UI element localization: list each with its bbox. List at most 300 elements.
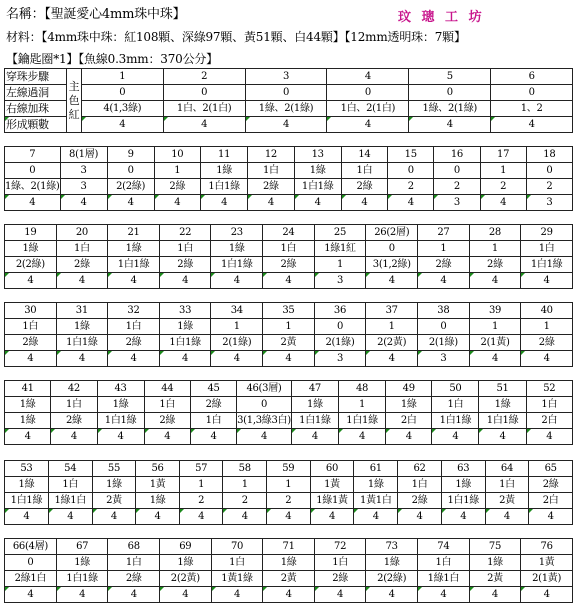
left-through-cell: 1綠 [469,555,520,571]
left-through-cell: 1白 [432,397,479,413]
left-through-cell: 1 [263,319,315,335]
right-add-cell: 2 [388,179,434,195]
left-through-cell: 0 [409,85,491,101]
step-table [4,68,573,133]
bead-count-cell: 4 [108,273,160,289]
bead-count-cell: 4 [432,429,479,445]
bead-count-cell: 3 [434,195,480,211]
right-add-cell: 1白1綠 [291,413,338,429]
right-add-cell: 1白1綠 [338,413,385,429]
right-add-cell: 2(1綠) [418,335,470,351]
right-add-cell: 2綠 [108,335,160,351]
left-through-cell: 1白 [144,397,190,413]
right-add-cell: 2 [480,179,526,195]
bead-count-cell: 4 [327,117,409,133]
left-through-cell: 1綠 [108,241,160,257]
left-through-cell: 1綠 [56,555,108,571]
right-add-cell: 2綠1白 [5,571,57,587]
step-number-cell: 7 [5,147,61,163]
bead-count-cell: 4 [56,587,108,603]
right-add-cell: 2綠 [51,413,97,429]
step-number-cell: 14 [341,147,387,163]
left-through-cell: 2綠 [190,397,236,413]
table-row [5,195,573,211]
step-number-cell: 45 [190,381,236,397]
table-row [5,117,573,133]
bead-count-cell: 4 [179,509,223,525]
bead-count-cell: 4 [107,195,154,211]
step-number-cell: 5 [409,69,491,85]
bead-count-cell: 4 [56,351,108,367]
bead-count-cell: 4 [163,117,245,133]
bead-count-cell: 4 [263,351,315,367]
step-number-cell: 19 [5,225,57,241]
left-through-cell: 1 [521,319,573,335]
step-number-cell: 70 [211,539,263,555]
pattern-title: 名稱：【聖誕愛心4mm珠中珠】 [6,7,186,22]
bead-count-cell: 4 [341,195,387,211]
left-through-cell: 0 [5,555,57,571]
right-add-cell: 2綠 [418,257,470,273]
right-add-cell: 1綠、2(1綠) [245,101,327,117]
bead-count-cell: 4 [190,429,236,445]
right-add-cell: 1白、2(1白) [327,101,409,117]
bead-count-cell: 4 [263,273,315,289]
step-number-cell: 41 [5,381,51,397]
right-add-cell: 1白、2(1白) [163,101,245,117]
bead-count-cell: 4 [485,509,529,525]
right-add-cell: 2綠 [398,493,442,509]
right-add-cell: 2綠 [341,179,387,195]
left-through-cell: 1 [211,319,263,335]
step-number-cell: 75 [469,539,520,555]
right-add-cell: 2 [267,493,311,509]
left-through-cell: 0 [107,163,154,179]
left-through-cell: 1白 [398,477,442,493]
left-through-cell: 0 [81,85,163,101]
bead-count-cell: 4 [388,195,434,211]
bead-count-cell: 4 [144,429,190,445]
left-through-cell: 1黃 [136,477,180,493]
main-color-label: 主色紅 [66,69,81,133]
table-row [5,413,573,429]
step-number-cell: 23 [211,225,263,241]
left-through-cell: 1綠1紅 [314,241,366,257]
step-number-cell: 3 [245,69,327,85]
right-add-cell: 1白1綠 [97,413,144,429]
document-header [0,0,573,72]
step-table [4,146,573,211]
step-number-cell: 36 [314,303,366,319]
right-add-cell: 1白1綠 [5,493,49,509]
step-number-cell: 50 [432,381,479,397]
table-row [5,477,573,493]
left-through-cell: 1白 [248,163,294,179]
left-through-cell: 0 [526,163,572,179]
left-through-cell: 1綠 [201,163,248,179]
step-number-cell: 11 [201,147,248,163]
step-number-cell: 56 [136,461,180,477]
step-number-cell: 67 [56,539,108,555]
bead-count-cell: 4 [521,587,573,603]
bead-count-cell: 4 [479,429,526,445]
step-number-cell: 4 [327,69,409,85]
step-number-cell: 60 [310,461,354,477]
left-through-cell: 1綠 [366,555,418,571]
left-through-cell: 0 [327,85,409,101]
bead-count-cell: 4 [267,509,311,525]
right-add-cell: 3(1,2綠) [366,257,418,273]
bead-count-cell: 4 [469,351,521,367]
bead-count-cell: 4 [418,273,470,289]
left-through-cell: 1綠 [294,163,341,179]
step-number-cell: 22 [159,225,211,241]
bead-count-cell: 4 [310,509,354,525]
left-through-cell: 1綠 [354,477,398,493]
left-through-cell: 1綠 [386,397,432,413]
right-add-cell: 2綠 [314,571,365,587]
step-block [4,224,573,289]
bead-count-cell: 4 [5,195,61,211]
step-number-cell: 54 [48,461,92,477]
step-number-cell: 34 [211,303,263,319]
bead-count-cell: 4 [366,587,418,603]
bead-count-cell: 4 [469,587,520,603]
right-add-cell: 1白1綠 [159,335,211,351]
left-through-cell: 1 [418,241,470,257]
step-block [4,146,573,211]
right-add-cell: 2(2黃) [366,335,418,351]
bead-count-cell: 4 [491,117,573,133]
right-add-cell: 2(1綠) [314,335,366,351]
step-block [4,460,573,525]
table-row [5,335,573,351]
left-through-cell: 1白 [341,163,387,179]
right-add-cell: 1綠1黃 [310,493,354,509]
bead-count-cell: 4 [291,429,338,445]
right-add-cell: 1白1綠 [432,413,479,429]
step-number-cell: 38 [418,303,470,319]
step-number-cell: 12 [248,147,294,163]
bead-count-cell: 4 [366,273,418,289]
step-number-cell: 31 [56,303,108,319]
table-row [5,539,573,555]
bead-count-cell: 4 [441,509,485,525]
right-add-cell: 2黃 [469,571,520,587]
left-through-cell: 1白 [108,555,159,571]
step-number-cell: 30 [5,303,57,319]
right-add-cell: 1綠 [136,493,180,509]
left-through-cell: 0 [366,241,418,257]
bead-count-cell: 4 [97,429,144,445]
step-number-cell: 27 [418,225,470,241]
right-add-cell: 2 [179,493,223,509]
right-add-cell: 2(2黃) [159,571,211,587]
left-through-cell: 1白 [108,319,160,335]
right-add-cell: 1黃1綠 [211,571,263,587]
bead-count-cell: 4 [51,429,97,445]
bead-count-cell: 4 [5,351,57,367]
step-number-cell: 43 [97,381,144,397]
left-through-cell: 1綠 [97,397,144,413]
left-through-cell: 2綠 [529,477,573,493]
step-number-cell: 44 [144,381,190,397]
step-number-cell: 9 [107,147,154,163]
bead-count-cell: 4 [409,117,491,133]
step-block [4,68,573,133]
bead-count-cell: 4 [263,587,314,603]
bead-count-cell: 4 [294,195,341,211]
bead-count-cell: 4 [5,429,51,445]
bead-count-cell: 4 [92,509,136,525]
left-through-cell: 1綠 [479,397,526,413]
left-through-cell: 1 [179,477,223,493]
materials-line: 材料：【4mm珠中珠：紅108顆、深綠97顆、黃51顆、白44顆】【12mm透明珠：7顆】 [6,30,466,44]
left-through-cell: 1綠 [159,319,211,335]
step-number-cell: 16 [434,147,480,163]
left-through-cell: 1綠 [211,241,263,257]
step-number-cell: 6 [491,69,573,85]
left-through-cell: 1 [223,477,267,493]
step-table [4,380,573,445]
step-table [4,538,573,603]
step-number-cell: 63 [441,461,485,477]
left-through-cell: 1綠 [5,397,51,413]
right-add-cell: 2綠 [154,179,200,195]
bead-count-cell: 4 [211,273,263,289]
row-label: 形成顆數 [5,117,67,133]
step-number-cell: 35 [263,303,315,319]
left-through-cell: 1白 [314,555,365,571]
step-table [4,224,573,289]
right-add-cell: 2綠 [263,257,315,273]
left-through-cell: 0 [388,163,434,179]
brand-logo: 玟 璁 工 坊 [398,10,485,25]
table-row [5,257,573,273]
step-number-cell: 1 [81,69,163,85]
step-number-cell: 47 [291,381,338,397]
step-number-cell: 24 [263,225,315,241]
bead-count-cell: 4 [529,509,573,525]
left-through-cell: 0 [163,85,245,101]
right-add-cell: 2 [434,179,480,195]
bead-count-cell: 4 [60,195,107,211]
bead-count-cell: 4 [5,509,49,525]
step-number-cell: 57 [179,461,223,477]
step-number-cell: 52 [526,381,572,397]
left-through-cell: 0 [418,319,470,335]
table-row [5,85,573,101]
step-number-cell: 26(2層) [366,225,418,241]
left-through-cell: 1白 [418,555,470,571]
right-add-cell: 2黃 [485,493,529,509]
table-row [5,147,573,163]
bead-count-cell: 3 [526,195,572,211]
right-add-cell: 1綠、2(1綠) [5,179,61,195]
bead-count-cell: 3 [314,351,366,367]
right-add-cell: 2 [526,179,572,195]
row-label: 右線加珠 [5,101,67,117]
bead-count-cell: 4 [526,429,572,445]
table-row [5,273,573,289]
right-add-cell: 1白1綠 [108,257,160,273]
step-number-cell: 8(1層) [60,147,107,163]
bead-count-cell: 4 [386,429,432,445]
table-row [5,381,573,397]
bead-count-cell: 4 [223,509,267,525]
right-add-cell: 1白 [190,413,236,429]
step-number-cell: 32 [108,303,160,319]
bead-count-cell: 4 [159,273,211,289]
right-add-cell: 2 [223,493,267,509]
step-number-cell: 55 [92,461,136,477]
materials-line-extra: 【鑰匙圈*1】【魚線0.3mm：370公分】 [6,52,218,66]
left-through-cell: 1綠 [92,477,136,493]
step-number-cell: 21 [108,225,160,241]
right-add-cell: 2黃 [263,571,314,587]
table-row [5,587,573,603]
right-add-cell: 2綠 [248,179,294,195]
row-label: 左線過洞 [5,85,67,101]
bead-count-cell: 4 [418,587,470,603]
right-add-cell: 2(2綠) [107,179,154,195]
right-add-cell: 2綠 [159,257,211,273]
step-number-cell: 10 [154,147,200,163]
step-table [4,460,573,525]
right-add-cell: 2綠 [521,335,573,351]
right-add-cell: 2黃 [263,335,315,351]
left-through-cell: 0 [434,163,480,179]
table-row [5,69,573,85]
right-add-cell: 2黃 [92,493,136,509]
left-through-cell: 1綠 [159,555,211,571]
left-through-cell: 3 [60,163,107,179]
table-row [5,303,573,319]
right-add-cell: 2綠 [469,257,521,273]
step-number-cell: 37 [366,303,418,319]
left-through-cell: 1 [267,477,311,493]
table-row [5,319,573,335]
step-number-cell: 68 [108,539,159,555]
table-row [5,493,573,509]
bead-count-cell: 4 [56,273,108,289]
bead-count-cell: 4 [248,195,294,211]
left-through-cell: 0 [491,85,573,101]
step-number-cell: 58 [223,461,267,477]
step-number-cell: 28 [469,225,521,241]
bead-count-cell: 4 [48,509,92,525]
left-through-cell: 1白 [5,319,57,335]
right-add-cell: 1白1綠 [56,571,108,587]
step-number-cell: 13 [294,147,341,163]
left-through-cell: 1綠 [263,555,314,571]
bead-count-cell: 4 [366,351,418,367]
right-add-cell: 1綠 [5,413,51,429]
left-through-cell: 1綠 [441,477,485,493]
right-add-cell: 1白1綠 [211,257,263,273]
bead-count-cell: 4 [480,195,526,211]
table-row [5,179,573,195]
bead-count-cell: 4 [314,587,365,603]
right-add-cell: 1白1綠 [201,179,248,195]
right-add-cell: 3 [60,179,107,195]
left-through-cell: 1黃 [521,555,573,571]
left-through-cell: 1白 [485,477,529,493]
bead-count-cell: 3 [314,273,366,289]
step-number-cell: 61 [354,461,398,477]
table-row [5,397,573,413]
step-number-cell: 49 [386,381,432,397]
table-row [5,351,573,367]
left-through-cell: 0 [245,85,327,101]
right-add-cell: 3(1,3綠3白) [237,413,292,429]
table-row [5,571,573,587]
bead-count-cell: 4 [211,587,263,603]
step-number-cell: 29 [521,225,573,241]
bead-count-cell: 4 [5,587,57,603]
bead-count-cell: 4 [201,195,248,211]
bead-count-cell: 4 [521,273,573,289]
bead-count-cell: 4 [159,351,211,367]
step-number-cell: 72 [314,539,365,555]
left-through-cell: 1白 [263,241,315,257]
left-through-cell: 1綠 [5,241,57,257]
left-through-cell: 1 [469,241,521,257]
left-through-cell: 1白 [211,555,263,571]
left-through-cell: 1 [469,319,521,335]
step-number-cell: 69 [159,539,211,555]
right-add-cell: 1白1綠 [479,413,526,429]
bead-count-cell: 3 [418,351,470,367]
left-through-cell: 1綠 [291,397,338,413]
step-number-cell: 66(4層) [5,539,57,555]
right-add-cell: 2綠 [144,413,190,429]
right-add-cell: 1黃1白 [354,493,398,509]
step-number-cell: 25 [314,225,366,241]
table-row [5,509,573,525]
right-add-cell: 1綠1白 [48,493,92,509]
left-through-cell: 1白 [526,397,572,413]
left-through-cell: 1黃 [310,477,354,493]
step-number-cell: 51 [479,381,526,397]
step-number-cell: 48 [338,381,385,397]
left-through-cell: 1 [480,163,526,179]
right-add-cell: 1 [314,257,366,273]
right-add-cell: 2綠 [56,257,108,273]
left-through-cell: 1 [338,397,385,413]
table-row [5,241,573,257]
left-through-cell: 1白 [159,241,211,257]
step-number-cell: 15 [388,147,434,163]
table-row [5,555,573,571]
step-number-cell: 18 [526,147,572,163]
step-number-cell: 40 [521,303,573,319]
bead-count-cell: 4 [108,351,160,367]
right-add-cell: 1白1綠 [294,179,341,195]
step-block [4,302,573,367]
bead-count-cell: 4 [81,117,163,133]
table-row [5,429,573,445]
right-add-cell: 2(1綠) [211,335,263,351]
step-number-cell: 59 [267,461,311,477]
bead-count-cell: 4 [136,509,180,525]
table-row [5,101,573,117]
bead-count-cell: 4 [338,429,385,445]
bead-count-cell: 4 [354,509,398,525]
right-add-cell: 1白1綠 [441,493,485,509]
step-block [4,380,573,445]
right-add-cell: 2白 [386,413,432,429]
